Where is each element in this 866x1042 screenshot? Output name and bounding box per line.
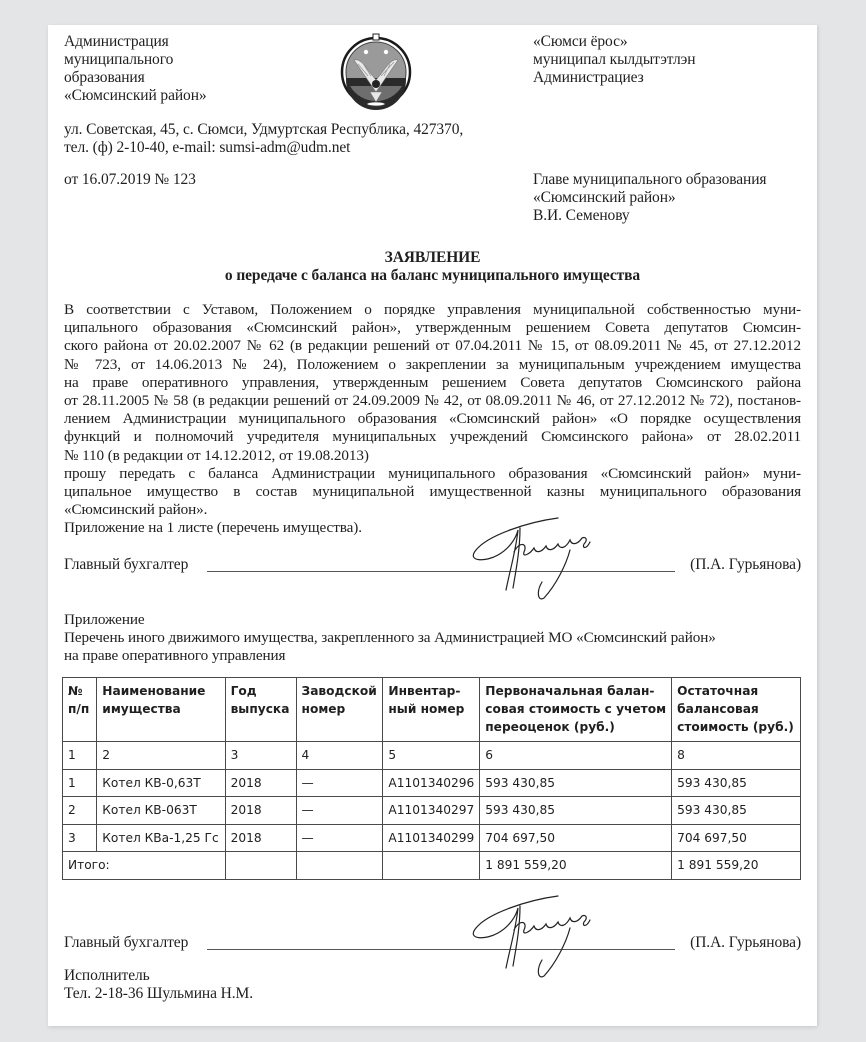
org-line: Администрация [64, 33, 169, 50]
recipient-line: «Сюмсинский район» [533, 189, 676, 206]
signer-title: Главный бухгалтер [64, 934, 189, 951]
column-numbers-row [63, 742, 801, 770]
cell-number: 1 [63, 769, 97, 797]
org-address [64, 121, 463, 157]
body-line: ского района от 20.02.2007 № 62 (в редакции решений от 07.04.2011 № 15, от 08.09.2011 № 45, от 27.12.2012 [64, 337, 801, 355]
body-line: функций и полномочий учредителя муниципальных учреждений Сюмсинского района» от 28.02.2011 [64, 428, 801, 446]
recipient-line: Главе муниципального образования [533, 171, 767, 188]
header-residual-value: Остаточная балансовая стоимость (руб.) [672, 678, 801, 742]
recipient-block [533, 171, 766, 225]
total-residual-value: 1 891 559,20 [672, 852, 801, 880]
signer-title: Главный бухгалтер [64, 556, 189, 573]
cell-serial: — [296, 824, 383, 852]
header-inventory: Инвентар- ный номер [383, 678, 480, 742]
cell-year: 2018 [225, 797, 296, 825]
cell-serial: — [296, 797, 383, 825]
handwritten-signature-icon [458, 888, 608, 983]
cell-residual-value: 593 430,85 [672, 769, 801, 797]
total-label: Итого: [63, 852, 226, 880]
coat-of-arms-icon [338, 30, 414, 110]
total-empty [296, 852, 383, 880]
table-row [63, 797, 801, 825]
title-subtitle: о передаче с баланса на баланс муниципального имущества [224, 267, 641, 284]
header-year: Год выпуска [225, 678, 296, 742]
signature-block-2 [64, 934, 801, 954]
table-row [63, 769, 801, 797]
cell-initial-value: 593 430,85 [480, 769, 672, 797]
org-line: Администрациез [533, 69, 644, 86]
column-number: 5 [383, 742, 480, 770]
table-header-row [63, 678, 801, 742]
handwritten-signature-icon [458, 510, 608, 605]
address-line: ул. Советская, 45, с. Сюмси, Удмуртская Республика, 427370, [64, 121, 464, 138]
org-line: муниципал кылдытэтлэн [533, 51, 696, 68]
header-serial: Заводской номер [296, 678, 383, 742]
executor-contact: Тел. 2-18-36 Шульмина Н.М. [64, 985, 253, 1002]
body-line: «Сюмсинский район». [64, 501, 208, 519]
org-line: муниципального [64, 51, 174, 68]
contacts-line: тел. (ф) 2-10-40, e-mail: sumsi-adm@udm.net [64, 139, 351, 156]
title-main: ЗАЯВЛЕНИЕ [384, 249, 481, 266]
total-initial-value: 1 891 559,20 [480, 852, 672, 880]
cell-inventory: А1101340299 [383, 824, 480, 852]
cell-year: 2018 [225, 769, 296, 797]
cell-year: 2018 [225, 824, 296, 852]
body-line: № 723, от 14.06.2013 № 24), Положением о закреплении за муниципальным учреждением имущества [64, 355, 801, 373]
body-line: лением Администрации муниципального образования «Сюмсинский район» «О порядке осуществления [64, 410, 801, 428]
document-title [48, 249, 817, 285]
total-empty [225, 852, 296, 880]
document-page [48, 25, 817, 1026]
body-line: ципальное имущество в состав муниципальной имущественной казны муниципального образования [64, 483, 801, 501]
body-line: ципального образования «Сюмсинский район», утвержденным решением Совета депутатов Сюмсин- [64, 319, 801, 337]
body-line: от 28.11.2005 № 58 (в редакции решений от 24.09.2009 № 42, от 08.09.2011 № 46, от 27.12.2012 № 72), постанов- [64, 392, 801, 410]
total-empty [383, 852, 480, 880]
recipient-name: В.И. Семенову [533, 207, 630, 224]
cell-number: 2 [63, 797, 97, 825]
cell-name: Котел КВа-1,25 Гс [97, 824, 225, 852]
cell-initial-value: 593 430,85 [480, 797, 672, 825]
column-number: 3 [225, 742, 296, 770]
column-number: 4 [296, 742, 383, 770]
table-total-row [63, 852, 801, 880]
org-line: «Сюмсинский район» [64, 87, 207, 104]
signer-name: (П.А. Гурьянова) [690, 934, 801, 951]
cell-residual-value: 704 697,50 [672, 824, 801, 852]
header-initial-value: Первоначальная балан- совая стоимость с учетом переоценок (руб.) [480, 678, 672, 742]
cell-name: Котел КВ-063Т [97, 797, 225, 825]
table-row [63, 824, 801, 852]
body-line: на праве оперативного управления, утвержденным решением Совета депутатов Сюмсинского района [64, 373, 801, 391]
org-name-russian [64, 33, 207, 105]
cell-number: 3 [63, 824, 97, 852]
cell-initial-value: 704 697,50 [480, 824, 672, 852]
cell-serial: — [296, 769, 383, 797]
header-name: Наименование имущества [97, 678, 225, 742]
column-number: 6 [480, 742, 672, 770]
cell-inventory: А1101340296 [383, 769, 480, 797]
appendix-line: на праве оперативного управления [64, 647, 286, 664]
appendix-line: Перечень иного движимого имущества, закрепленного за Администрацией МО «Сюмсинский район» [64, 629, 716, 646]
document-body [64, 301, 801, 538]
appendix-heading [64, 611, 716, 665]
signature-block-1 [64, 556, 801, 576]
org-name-udmurt [533, 33, 695, 87]
executor-label: Исполнитель [64, 967, 150, 984]
attachment-note: Приложение на 1 листе (перечень имущества). [64, 519, 362, 537]
column-number: 1 [63, 742, 97, 770]
column-number: 2 [97, 742, 225, 770]
signer-name: (П.А. Гурьянова) [690, 556, 801, 573]
cell-residual-value: 593 430,85 [672, 797, 801, 825]
body-line: № 110 (в редакции от 14.12.2012, от 19.08.2013) [64, 446, 369, 464]
property-table [62, 677, 801, 880]
executor-block [64, 967, 253, 1003]
cell-name: Котел КВ-0,63Т [97, 769, 225, 797]
document-date-number: от 16.07.2019 № 123 [64, 171, 196, 188]
header-number: № п/п [63, 678, 97, 742]
body-line: В соответствии с Уставом, Положением о порядке управления муниципальной собственностью муни- [64, 301, 801, 318]
cell-inventory: А1101340297 [383, 797, 480, 825]
org-line: «Сюмси ёрос» [533, 33, 628, 50]
org-line: образования [64, 69, 145, 86]
column-number: 8 [672, 742, 801, 770]
body-line: прошу передать с баланса Администрации муниципального образования «Сюмсинский район» муни- [64, 464, 801, 482]
appendix-title: Приложение [64, 611, 145, 628]
